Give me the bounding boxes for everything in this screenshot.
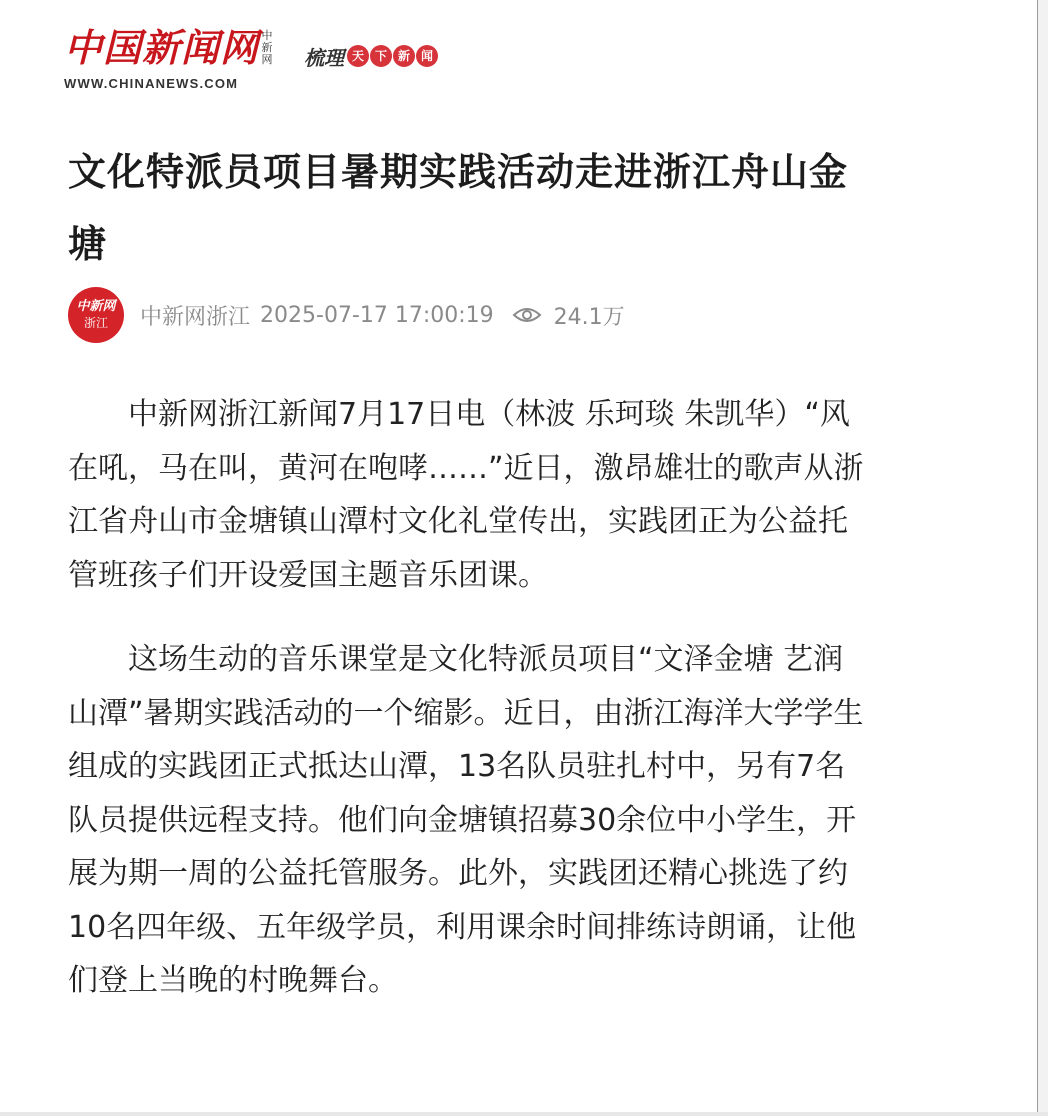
eye-icon bbox=[512, 305, 542, 325]
slogan-seal: 下 bbox=[370, 45, 392, 67]
article-title: 文化特派员项目暑期实践活动走进浙江舟山金塘 bbox=[68, 150, 849, 266]
logo-text: 中国新闻网 bbox=[64, 25, 260, 70]
window-bottom-edge bbox=[0, 1112, 1048, 1116]
window-right-edge bbox=[1037, 0, 1048, 1116]
view-count: 24.1万 bbox=[553, 304, 625, 330]
slogan-seal: 天 bbox=[347, 45, 369, 67]
source-name[interactable]: 中新网浙江 bbox=[140, 304, 251, 330]
paragraph: 这场生动的音乐课堂是文化特派员项目“文泽金塘 艺润山潭”暑期实践活动的一个缩影。近日，由浙江海洋大学学生组成的实践团正式抵达山潭，13名队员驻扎村中，另有7名队员提供远程支持。他们向金塘镇招募30余位中小学生，开展为期一周的公益托管服务。此外，实践团还精心挑选了约10名四年级、五年级学员，利用课余时间排练诗朗诵，让他们登上当晚的村晚舞台。 bbox=[68, 642, 864, 998]
chinanews-logo[interactable] bbox=[60, 26, 280, 96]
article-body bbox=[68, 388, 868, 1039]
source-avatar[interactable] bbox=[68, 287, 124, 343]
avatar-sub-text: 浙江 bbox=[83, 316, 108, 330]
paragraph: 中新网浙江新闻7月17日电（林波 乐珂琰 朱凯华）“风在吼，马在叫，黄河在咆哮……”近日，激昂雄壮的歌声从浙江省舟山市金塘镇山潭村文化礼堂传出，实践团正为公益托管班孩子们开设爱国主题音乐团课。 bbox=[68, 397, 864, 593]
avatar-logo-text: 中新网 bbox=[76, 299, 116, 314]
slogan-lead: 梳理 bbox=[304, 45, 344, 70]
slogan-seal: 新 bbox=[393, 45, 415, 67]
logo-url: WWW.CHINANEWS.COM bbox=[64, 76, 239, 91]
site-header bbox=[60, 26, 480, 98]
publish-time: 2025-07-17 17:00:19 bbox=[260, 302, 494, 328]
slogan-seal: 闻 bbox=[416, 45, 438, 67]
article-meta bbox=[68, 286, 668, 344]
slogan bbox=[304, 42, 438, 70]
logo-vertical-text: 中新网 bbox=[261, 29, 273, 66]
